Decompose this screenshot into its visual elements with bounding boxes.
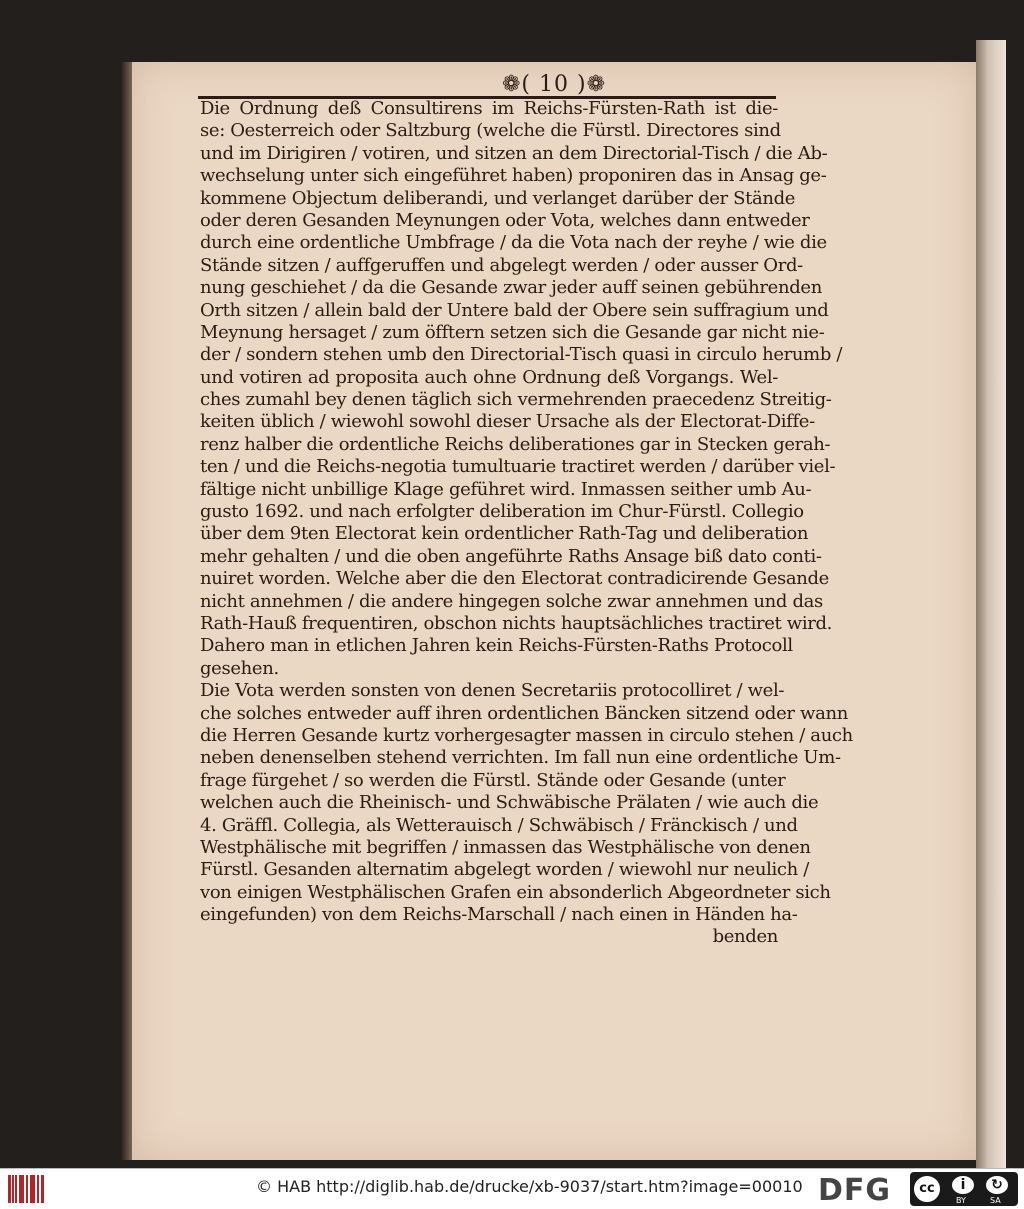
- text-line: nicht annehmen / die andere hingegen solche zwar annehmen und das: [200, 590, 823, 612]
- next-page-edge: [976, 40, 1006, 1168]
- text-line: über dem 9ten Electorat kein ordentlicher Rath-Tag und deliberation: [200, 523, 809, 545]
- text-line: 4. Gräffl. Collegia, als Wetterauisch / Schwäbisch / Fränckisch / und: [200, 814, 798, 836]
- page-text: [200, 98, 853, 949]
- text-line: von einigen Westphälischen Grafen ein absonderlich Abgeordneter sich: [200, 881, 831, 903]
- text-line: durch eine ordentliche Umbfrage / da die Vota nach der reyhe / wie die: [200, 232, 827, 254]
- text-line: Stände sitzen / auffgeruffen und abgelegt werden / oder ausser Ord-: [200, 254, 803, 276]
- text-line: che solches entweder auff ihren ordentlichen Bäncken sitzend oder wann: [200, 702, 848, 724]
- text-line: welchen auch die Rheinisch- und Schwäbische Prälaten / wie auch die: [200, 792, 819, 814]
- by-icon: i: [950, 1174, 976, 1196]
- text-line: Die Ordnung deß Consultirens im Reichs-Fürsten-Rath ist die-: [200, 98, 778, 119]
- text-line: mehr gehalten / und die oben angeführte Raths Ansage biß dato conti-: [200, 545, 822, 567]
- text-line: Meynung hersaget / zum öfftern setzen sich die Gesande gar nicht nie-: [200, 321, 825, 343]
- text-line: frage fürgehet / so werden die Fürstl. Stände oder Gesande (unter: [200, 769, 786, 791]
- text-line: Dahero man in etlichen Jahren kein Reichs-Fürsten-Raths Protocoll: [200, 635, 793, 657]
- text-line: ten / und die Reichs-negotia tumultuarie tractiret werden / darüber viel-: [200, 456, 836, 478]
- cc-icon: cc: [912, 1174, 942, 1204]
- text-line: neben denenselben stehend verrichten. Im fall nun eine ordentliche Um-: [200, 747, 841, 769]
- text-line: benden: [712, 926, 778, 948]
- text-line: Die Vota werden sonsten von denen Secretariis protocolliret / wel-: [200, 680, 785, 702]
- text-line: Westphälische mit begriffen / inmassen das Westphälische von denen: [200, 836, 811, 858]
- sa-label: SA: [990, 1196, 1001, 1205]
- copyright-link[interactable]: © HAB http://diglib.hab.de/drucke/xb-9037/start.htm?image=00010: [256, 1177, 803, 1196]
- text-line: fältige nicht unbillige Klage geführet wird. Inmassen seither umb Au-: [200, 478, 812, 500]
- text-line: Fürstl. Gesanden alternatim abgelegt worden / wiewohl nur neulich /: [200, 859, 809, 881]
- text-line: gusto 1692. und nach erfolgter deliberation im Chur-Fürstl. Collegio: [200, 501, 804, 523]
- sa-icon: ↻: [984, 1174, 1010, 1196]
- text-line: der / sondern stehen umb den Directorial-Tisch quasi in circulo herumb /: [200, 344, 843, 366]
- text-line: ches zumahl bey denen täglich sich vermehrenden praecedenz Streitig-: [200, 389, 832, 411]
- text-line: gesehen.: [200, 657, 279, 679]
- text-line: keiten üblich / wiewohl sowohl dieser Ursache als der Electorat-Diffe-: [200, 411, 815, 433]
- page-number: ❁( 10 )❁: [501, 72, 606, 97]
- text-line: wechselung unter sich eingeführet haben) proponiren das in Ansag ge-: [200, 165, 827, 187]
- text-line: renz halber die ordentliche Reichs deliberationes gar in Stecken gerah-: [200, 433, 831, 455]
- footer-bar: [0, 1168, 1024, 1209]
- page-gutter: [120, 62, 132, 1160]
- text-line: und votiren ad proposita auch ohne Ordnung deß Vorgangs. Wel-: [200, 366, 778, 388]
- text-line: se: Oesterreich oder Saltzburg (welche die Fürstl. Directores sind: [200, 120, 781, 142]
- text-line: nuiret worden. Welche aber die den Electorat contradicirende Gesande: [200, 568, 829, 590]
- text-line: Orth sitzen / allein bald der Untere bald der Obere sein suffragium und: [200, 299, 829, 321]
- text-line: oder deren Gesanden Meynungen oder Vota, welches dann entweder: [200, 209, 810, 231]
- hab-logo-icon[interactable]: [8, 1175, 44, 1203]
- text-line: kommene Objectum deliberandi, und verlanget darüber der Stände: [200, 187, 796, 209]
- text-line: die Herren Gesande kurtz vorhergesagter massen in circulo stehen / auch: [200, 724, 853, 746]
- license-badge[interactable]: [910, 1172, 1018, 1206]
- dfg-logo[interactable]: DFG: [818, 1173, 892, 1208]
- text-line: nung geschiehet / da die Gesande zwar jeder auff seinen gebührenden: [200, 277, 822, 299]
- text-line: und im Dirigiren / votiren, und sitzen an dem Directorial-Tisch / die Ab-: [200, 142, 828, 164]
- text-line: eingefunden) von dem Reichs-Marschall / nach einen in Händen ha-: [200, 904, 798, 926]
- by-label: BY: [956, 1196, 966, 1205]
- text-line: Rath-Hauß frequentiren, obschon nichts hauptsächliches tractiret wird.: [200, 612, 833, 634]
